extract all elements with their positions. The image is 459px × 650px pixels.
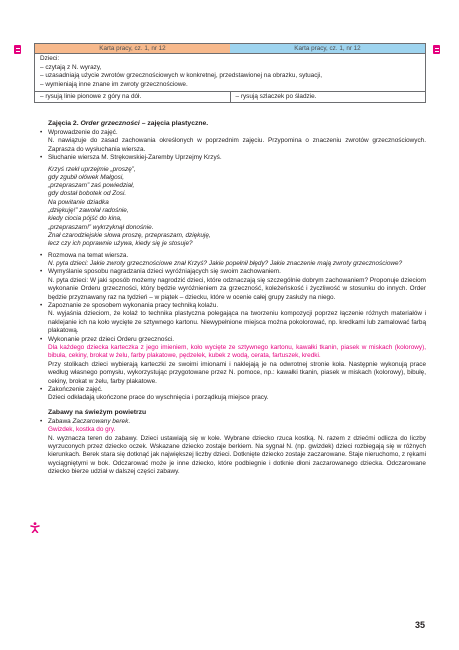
- table-header-right: Karta pracy, cz. 1, nr 12: [230, 44, 425, 53]
- table-body: [35, 53, 425, 91]
- poem-line: gdy zgubił ołówek Małgosi,: [48, 173, 125, 181]
- table-item: – czytają z N. wyrazy,: [40, 63, 102, 71]
- materials-list: Dla każdego dziecka karteczka z jego imieniem, koło wycięte ze sztywnego kartonu, kawałki tkanin, piasek w miskach (kolorowy), bibuła, cekiny, brokat w żelu, farby plakatowe, pędzelek, kubek z wodą, cerata, fartuszek, kredki.: [48, 343, 426, 360]
- table-footer: [35, 91, 425, 102]
- step-text: N. nawiązuje do zasad zachowania określonych w poprzednim zajęciu. Przypomina o znaczeniu zwrotów grzecznościowych. Zaprasza do wysłuchania wiersza.: [48, 137, 426, 153]
- step-text: N. pyta dzieci: W jaki sposób możemy nagrodzić dzieci, które odznaczają się szczególnie dobrym zachowaniem? Proponuje dzieciom wykonanie Orderu grzeczności, który będzie wyróżnieniem za grzeczność, koleżeńskość i życzliwość w stosunku do innych. Order będzie przyznawany raz na tydzień – w piątek – dziecku, które w ocenie całej grupy zasłuży na niego.: [48, 276, 426, 301]
- step-text: Przy stolikach dzieci wybierają karteczki ze swoimi imionami i naklejają je na odwrotnej stronie koła. Następnie wykonują prace według własnego pomysłu, wykorzystując przygotowane przez N. pomoce, np.: kawałki tkanin, piasek w miskach (kolorowy), bibułę, cekiny, brokat w żelu, farby plakatowe.: [48, 360, 426, 385]
- step-heading: • Wymyślanie sposobu nagradzania dzieci wyróżniających się swoim zachowaniem.: [48, 268, 426, 276]
- worksheet-table: [34, 43, 426, 103]
- step-heading: • Wprowadzenie do zajęć.: [48, 129, 426, 137]
- game-materials: Gwizdek, kostka do gry.: [48, 426, 116, 434]
- table-header: [35, 44, 425, 53]
- title-italic: Order grzeczności: [80, 120, 140, 127]
- section-title: [48, 120, 426, 128]
- step-text: N. pyta dzieci: Jakie zwroty grzecznościowe znał Krzyś? Jakie popełnił błędy? Jakie znaczenie mają zwroty grzecznościowe?: [48, 259, 403, 267]
- outdoor-play-icon: [30, 522, 40, 533]
- game-heading: [48, 418, 426, 426]
- table-header-left: Karta pracy, cz. 1, nr 12: [35, 44, 230, 53]
- table-item: – uzasadniają użycie zwrotów grzecznościowych w konkretnej, przedstawionej na obrazku, sytuacji,: [40, 72, 323, 80]
- poem-line: gdy dostał bobotek od Zosi.: [48, 190, 127, 198]
- game-suffix: .: [128, 417, 131, 425]
- poem-line: Na powitanie dziadka: [48, 198, 109, 206]
- step-text: N. wyjaśnia dzieciom, że kolaż to technika plastyczna polegająca na tworzeniu kompozycji poprzez łączenie różnych materiałów i naklejanie ich na koło wycięte ze sztywnego kartonu. Niewypełnione miejsca można pokolorować, np. kredkami lub zamalować farbą plakatową.: [48, 310, 426, 335]
- step-text: Dzieci odkładają ukończone prace do wyschnięcia i porządkują miejsce pracy.: [48, 394, 269, 402]
- poem-line: „przepraszam” zaś powiedział,: [48, 182, 135, 190]
- step-heading: • Wykonanie przez dzieci Orderu grzeczności.: [48, 336, 426, 344]
- poem-line: „przepraszam!” wykrzyknął donośnie.: [48, 223, 154, 231]
- poem: [48, 166, 426, 249]
- game-name: Zaczarowany berek: [72, 417, 129, 425]
- poem-line: kiedy ciocia pójść do kina,: [48, 215, 122, 223]
- table-footer-left: – rysują linie pionowe z góry na dół.: [40, 93, 142, 101]
- game-text: N. wyznacza teren do zabawy. Dzieci ustawiają się w kole. Wybrane dziecko rzuca kostką. N. razem z dziećmi odlicza do liczby wyrzuconych przez dziecko oczek. Wskazane dziecko zostaje berkiem. Na sygnał N. (np. gwizdek) dzieci rozbiegają się w różnych kierunkach. Berek stara się dotknąć jak największej liczby dzieci. Dotknięte dziecko zostaje zaczarowane. Staje nieruchomo, z rękami wyciągniętymi w bok. Odczarować może je inne dziecko, które podbiegnie i dotknie dłoni zaczarowanego dziecka. Odczarowane dziecko bierze udział w dalszej części zabawy.: [48, 434, 426, 476]
- page-number: 35: [414, 620, 425, 630]
- section-title-outdoor: Zabawy na świeżym powietrzu: [48, 408, 147, 416]
- poem-line: Krzyś rzekł uprzejmie „proszę”,: [48, 165, 136, 173]
- poem-line: „dziękuję!” zawołał radośnie,: [48, 207, 129, 215]
- table-footer-right: – rysują szlaczek po śladzie.: [230, 92, 426, 102]
- poem-line: lecz czy ich poprawnie używa, kiedy się je stosuje?: [48, 240, 193, 248]
- title-suffix: – zajęcia plastyczne.: [139, 120, 209, 127]
- poem-line: Znał czarodziejskie słowa proszę, przepraszam, dziękuję,: [48, 231, 211, 239]
- table-item: – wymieniają inne znane im zwroty grzecznościowe.: [40, 80, 188, 88]
- table-intro: Dzieci:: [40, 55, 60, 62]
- worksheet-icon-right: [433, 45, 440, 54]
- worksheet-icon-left: [14, 45, 21, 54]
- step-heading: • Słuchanie wiersza M. Strękowskiej-Zaremby Uprzejmy Krzyś.: [48, 154, 426, 162]
- step-heading: • Rozmowa na temat wiersza.: [48, 252, 426, 260]
- lesson-content: [48, 120, 426, 477]
- step-heading: • Zapoznanie ze sposobem wykonania pracy techniką kolażu.: [48, 302, 426, 310]
- step-heading: • Zakończenie zajęć.: [48, 386, 426, 394]
- title-prefix: Zajęcia 2.: [48, 120, 81, 127]
- game-prefix: Zabawa: [48, 417, 73, 425]
